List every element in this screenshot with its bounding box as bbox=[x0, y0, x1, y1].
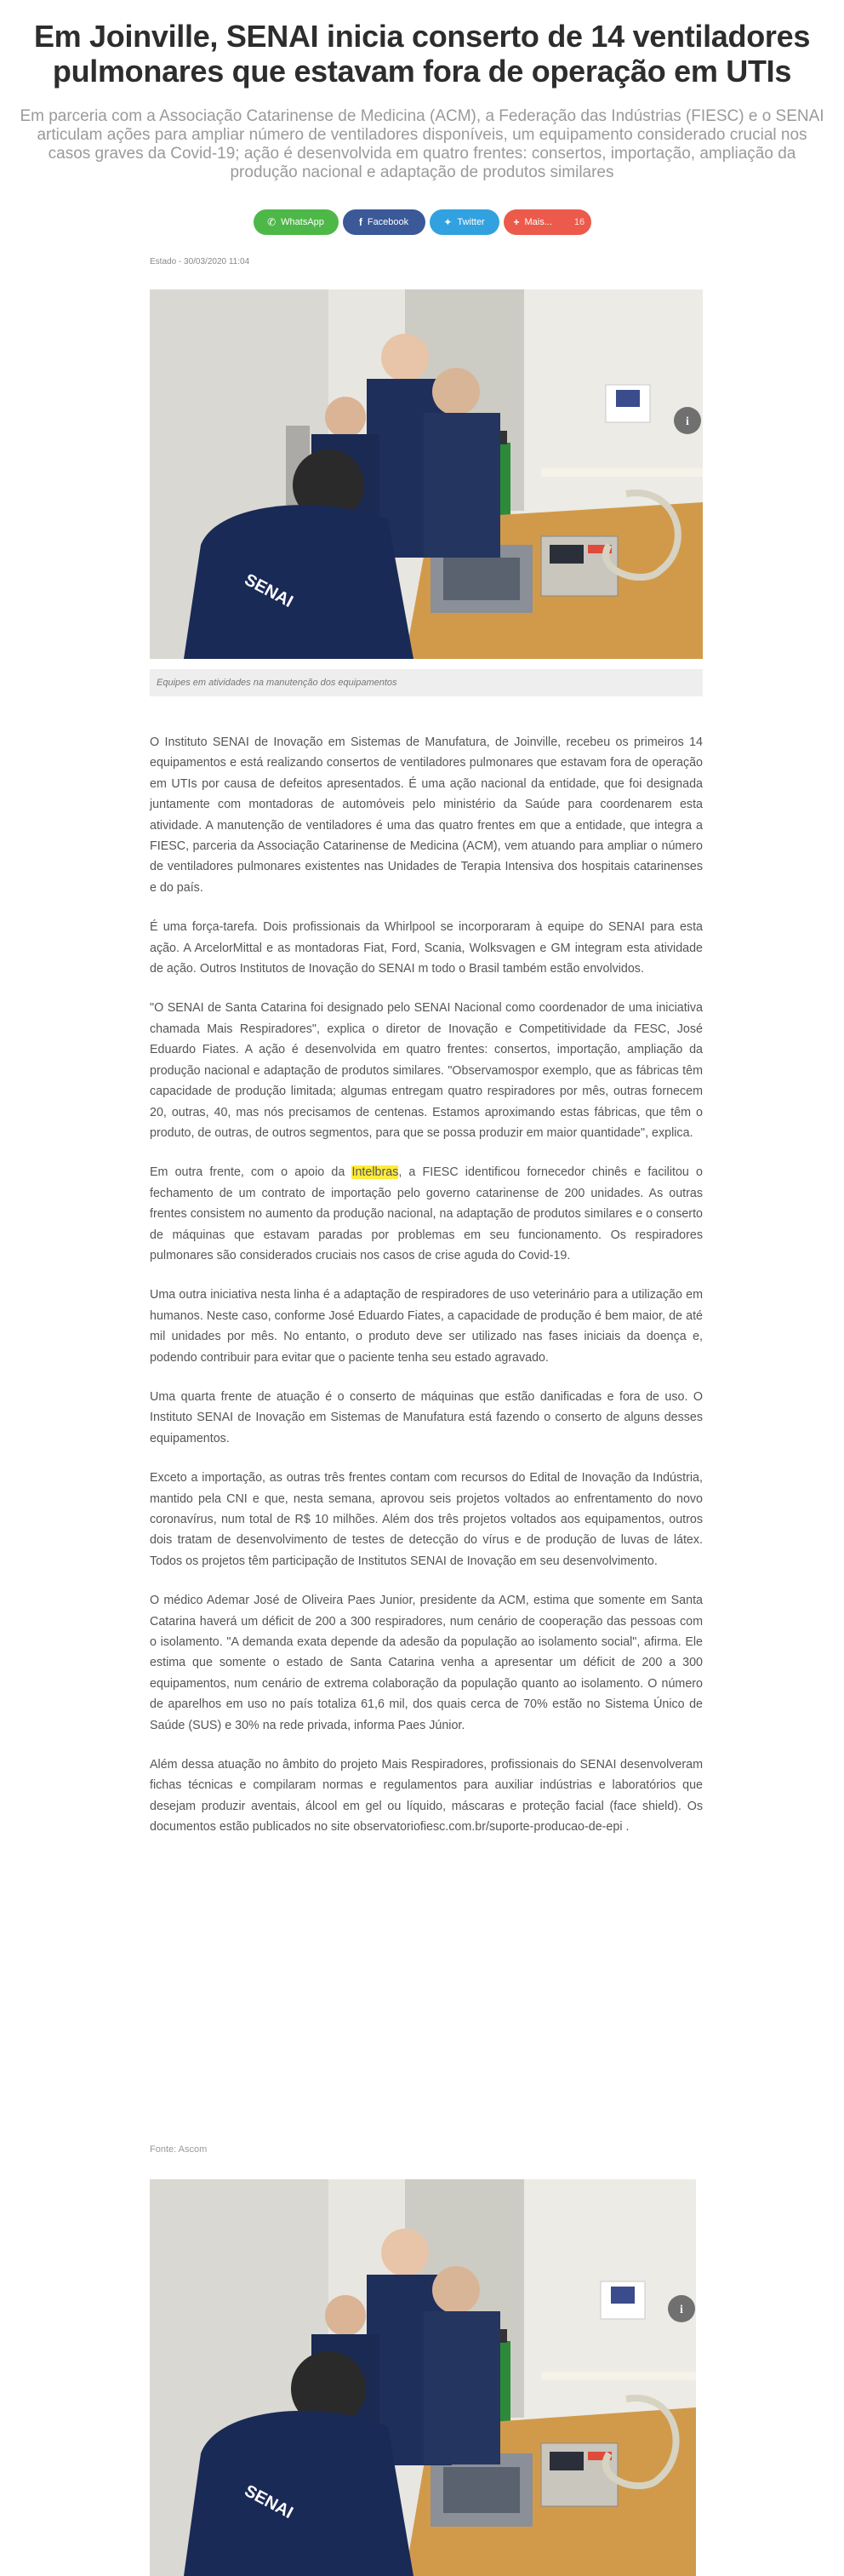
article-paragraph: Uma quarta frente de atuação é o conserto de máquinas que estão danificadas e fora de uso. O Instituto SENAI de Inovação em Sistemas de Manufatura está fazendo o conserto de alguns desses equipamentos. bbox=[150, 1389, 703, 1445]
article-body bbox=[150, 732, 703, 1857]
article-meta: Estado - 30/03/2020 11:04 bbox=[150, 257, 250, 266]
whatsapp-icon: ✆ bbox=[267, 216, 277, 228]
facebook-share-button[interactable] bbox=[343, 209, 425, 235]
workshop-photo-graphic bbox=[150, 2179, 696, 2576]
article-title: Em Joinville, SENAI inicia conserto de 14 ventiladores pulmonares que estavam fora de operação em UTIs bbox=[33, 19, 811, 89]
paragraph-text: , a FIESC identificou fornecedor chinês e facilitou o fechamento de um contrato de importação pelo governo catarinense de 200 unidades. As outras frentes consistem no aumento da produção nacional, na adaptação de produtos similares e o conserto de máquinas que estavam paradas por problemas em seu funcionamento. Os respiradores pulmonares são considerados cruciais nos casos de crise aguda do Covid-19. bbox=[150, 1165, 703, 1262]
article-paragraph: O médico Ademar José de Oliveira Paes Junior, presidente da ACM, estima que somente em Santa Catarina haverá um déficit de 200 a 300 respiradores, num cenário de cooperação das pessoas com o isolamento. "A demanda exata depende da adesão da população ao isolamento social", afirma. Ele estima que somente o estado de Santa Catarina venha a apresentar um déficit de 200 a 300 equipamentos, num cenário de extrema colaboração da população quanto ao isolamento. O número de aparelhos em uso no país totaliza 61,6 mil, dos quais cerca de 70% estão no Sistema Único de Saúde (SUS) e 30% na rede privada, informa Paes Júnior. bbox=[150, 1594, 703, 1732]
highlighted-link-intelbras[interactable]: Intelbras bbox=[351, 1165, 399, 1180]
article-paragraph: Além dessa atuação no âmbito do projeto Mais Respiradores, profissionais do SENAI desenvolveram fichas técnicas e compilaram normas e regulamentos para auxiliar indústrias e laboratórios que desejam produzir aventais, álcool em gel ou líquido, máscaras e proteção facial (face shield). Os documentos estão publicados no site observatoriofiesc.com.br/suporte-producao-de-epi . bbox=[150, 1758, 703, 1835]
more-label: Mais... bbox=[524, 217, 552, 227]
photo-shirt-logo: SENAI bbox=[241, 2481, 296, 2523]
plus-icon: + bbox=[513, 216, 520, 228]
facebook-icon: f bbox=[358, 216, 362, 228]
photo-shirt-logo: SENAI bbox=[241, 570, 296, 612]
twitter-label: Twitter bbox=[457, 217, 485, 227]
article-paragraph: Exceto a importação, as outras três frentes contam com recursos do Edital de Inovação da Indústria, mantido pela CNI e que, nesta semana, aprovou seis projetos voltados ao enfrentamento do novo coronavírus, num total de R$ 10 milhões. Além dos três projetos voltados aos equipamentos, outros dois tratam de desenvolvimento de testes de detecção do vírus e de produção de luvas de látex. Todos os projetos têm participação de Institutos SENAI de Inovação em seu desenvolvimento. bbox=[150, 1471, 703, 1568]
facebook-label: Facebook bbox=[367, 217, 409, 227]
workshop-photo-graphic bbox=[150, 289, 703, 659]
article-source: Fonte: Ascom bbox=[150, 2144, 208, 2155]
article-main-photo bbox=[150, 289, 703, 659]
share-count: 16 bbox=[573, 217, 585, 227]
share-bar bbox=[0, 209, 844, 235]
article-subtitle: Em parceria com a Associação Catarinense de Medicina (ACM), a Federação das Indústrias (FIESC) e o SENAI articulam ações para ampliar número de ventiladores disponíveis, um equipamento considerado crucial nos casos graves da Covid-19; ação é desenvolvida em quatro frentes: consertos, importação, ampliação da produção nacional e adaptação de produtos similares bbox=[20, 107, 824, 181]
whatsapp-share-button[interactable] bbox=[254, 209, 339, 235]
info-icon: i bbox=[686, 415, 689, 428]
paragraph-text: Em outra frente, com o apoio da bbox=[150, 1165, 352, 1180]
twitter-share-button[interactable] bbox=[430, 209, 499, 235]
article-paragraph: "O SENAI de Santa Catarina foi designado pelo SENAI Nacional como coordenador de uma iniciativa chamada Mais Respiradores", explica o diretor de Inovação e Competitividade da FESC, José Eduardo Fiates. A ação é desenvolvida em quatro frentes: consertos, importação, ampliação da produção nacional e adaptação de produtos similares. "Observamospor exemplo, que as fábricas têm capacidade de produção limitada; algumas entregam quatro respiradores por mês, outras fornecem 20, outras, 40, mas nós precisamos de centenas. Estamos aproximando estas fábricas, que têm o produto, de outras, de outros segmentos, para que se possa produzir em maior quantidade", explica. bbox=[150, 1001, 703, 1140]
image-caption: Equipes em atividades na manutenção dos equipamentos bbox=[150, 669, 703, 696]
article-paragraph: O Instituto SENAI de Inovação em Sistemas de Manufatura, de Joinville, recebeu os primeiros 14 equipamentos e está realizando consertos de ventiladores pulmonares que estavam fora de operação em UTIs por causa de defeitos apresentados. É uma ação nacional da entidade, que foi designada juntamente com montadoras de automóveis pelo ministério da Saúde para coordenarem esta atividade. A manutenção de ventiladores é uma das quatro frentes em que a entidade, que integra a FIESC, parceria da Associação Catarinense de Medicina (ACM), vem atuando para ampliar o número de ventiladores pulmonares existentes nas Unidades de Terapia Intensiva dos hospitais catarinenses e do país. bbox=[150, 736, 703, 895]
more-share-button[interactable] bbox=[504, 209, 591, 235]
article-paragraph bbox=[150, 1162, 703, 1266]
info-icon: i bbox=[680, 2304, 683, 2316]
article-paragraph: É uma força-tarefa. Dois profissionais da Whirlpool se incorporaram à equipe do SENAI para esta ação. A ArcelorMittal e as montadoras Fiat, Ford, Scania, Wolksvagen e GM integram esta atividade de ação. Outros Institutos de Inovação do SENAI m todo o Brasil também estão envolvidos. bbox=[150, 920, 703, 976]
twitter-icon: ✦ bbox=[443, 216, 453, 228]
article-paragraph: Uma outra iniciativa nesta linha é a adaptação de respiradores de uso veterinário para a utilização em humanos. Neste caso, conforme José Eduardo Fiates, a capacidade de produção é bem maior, de até mil unidades por mês. No entanto, o produto deve ser utilizado nas fases iniciais da doença e, podendo contribuir para evitar que o paciente tenha seu estado agravado. bbox=[150, 1288, 703, 1365]
whatsapp-label: WhatsApp bbox=[281, 217, 324, 227]
article-second-photo bbox=[150, 2179, 696, 2576]
